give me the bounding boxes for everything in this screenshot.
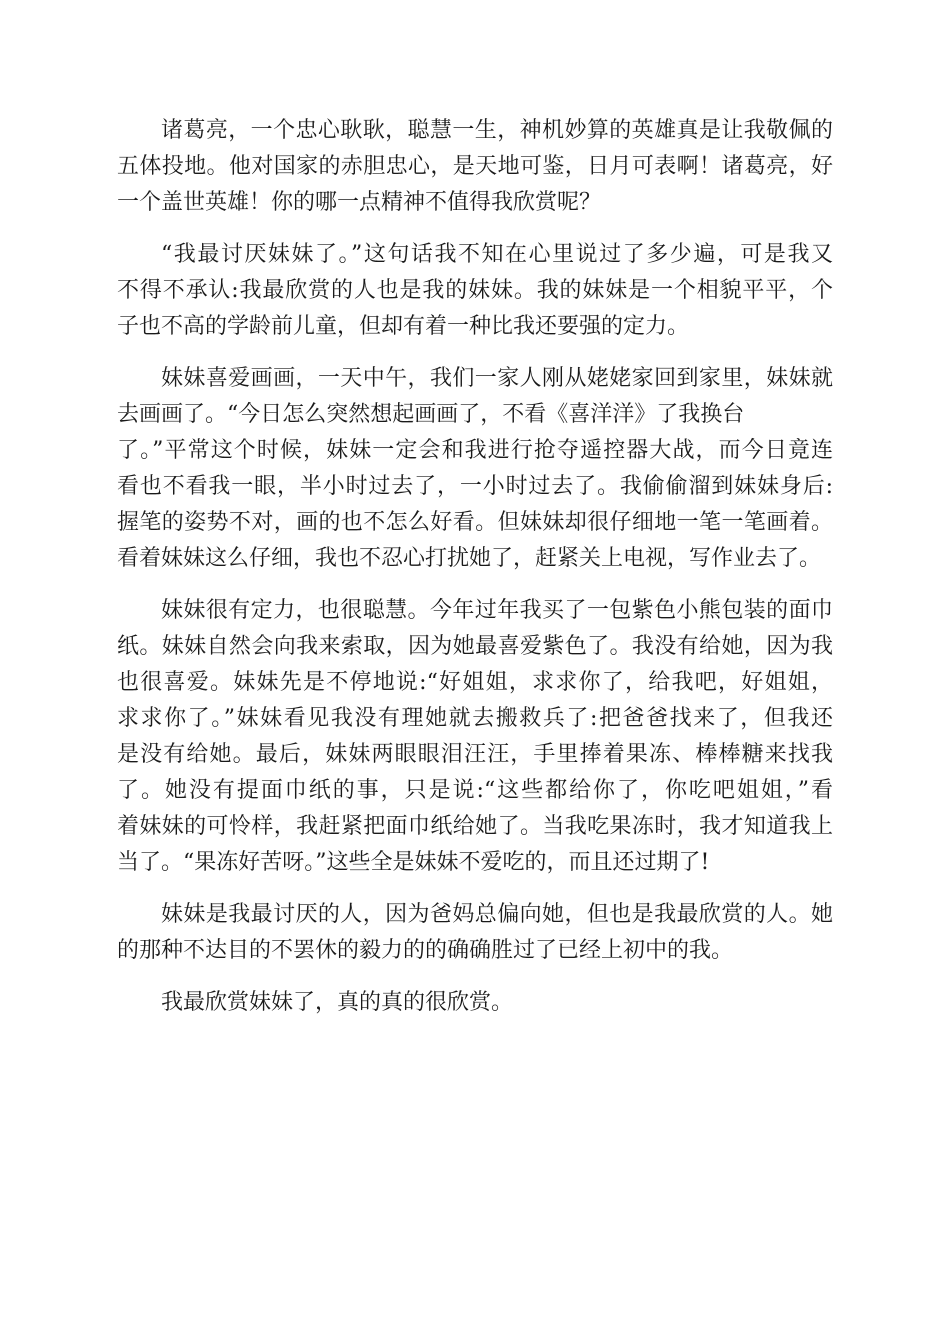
paragraph-conclusion [117,985,833,1021]
document-page [117,113,833,1037]
text-line: “我最讨厌妹妹了。”这句话我不知在心里说过了多少遍，可是我又 [161,242,833,267]
text-line: 去画画了。“今日怎么突然想起画画了，不看《喜洋洋》了我换台 [117,402,745,427]
text-line: 当了。“果冻好苦呀。”这些全是妹妹不爱吃的，而且还过期了! [117,850,710,875]
paragraph-drawing [117,361,833,577]
text-line: 求求你了。”妹妹看见我没有理她就去搬救兵了:把爸爸找来了，但我还 [117,706,833,731]
text-line: 看也不看我一眼，半小时过去了，一小时过去了。我偷偷溜到妹妹身后: [117,474,833,499]
paragraph-most-hated [117,897,833,969]
text-line: 的那种不达目的不罢休的毅力的的确确胜过了已经上初中的我。 [117,938,734,963]
text-line: 我最欣赏妹妹了，真的真的很欣赏。 [161,990,514,1015]
text-line: 纸。妹妹自然会向我来索取，因为她最喜爱紫色了。我没有给她，因为我 [117,634,833,659]
text-line: 了。”平常这个时候，妹妹一定会和我进行抢夺遥控器大战，而今日竟连 [117,438,833,463]
paragraph-tissue [117,593,833,881]
text-line: 也很喜爱。妹妹先是不停地说:“好姐姐，求求你了，给我吧，好姐姐， [117,670,833,695]
paragraph-zhuge-liang [117,113,833,221]
text-line: 妹妹喜爱画画，一天中午，我们一家人刚从姥姥家回到家里，妹妹就 [161,366,833,391]
text-line: 一个盖世英雄！你的哪一点精神不值得我欣赏呢？ [117,190,602,215]
text-line: 看着妹妹这么仔细，我也不忍心打扰她了，赶紧关上电视，写作业去了。 [117,546,822,571]
text-line: 不得不承认:我最欣赏的人也是我的妹妹。我的妹妹是一个相貌平平，个 [117,278,833,303]
text-line: 诸葛亮，一个忠心耿耿，聪慧一生，神机妙算的英雄真是让我敬佩的 [161,118,833,143]
paragraph-sister-intro [117,237,833,345]
text-line: 了。她没有提面巾纸的事，只是说:“这些都给你了，你吃吧姐姐，”看 [117,778,833,803]
text-line: 是没有给她。最后，妹妹两眼眼泪汪汪，手里捧着果冻、棒棒糖来找我 [117,742,833,767]
text-line: 子也不高的学龄前儿童，但却有着一种比我还要强的定力。 [117,314,690,339]
text-line: 妹妹很有定力，也很聪慧。今年过年我买了一包紫色小熊包装的面巾 [161,598,833,623]
text-line: 五体投地。他对国家的赤胆忠心，是天地可鉴，日月可表啊！诸葛亮，好 [117,154,833,179]
text-line: 着妹妹的可怜样，我赶紧把面巾纸给她了。当我吃果冻时，我才知道我上 [117,814,833,839]
text-line: 握笔的姿势不对，画的也不怎么好看。但妹妹却很仔细地一笔一笔画着。 [117,510,833,535]
text-line: 妹妹是我最讨厌的人，因为爸妈总偏向她，但也是我最欣赏的人。她 [161,902,833,927]
